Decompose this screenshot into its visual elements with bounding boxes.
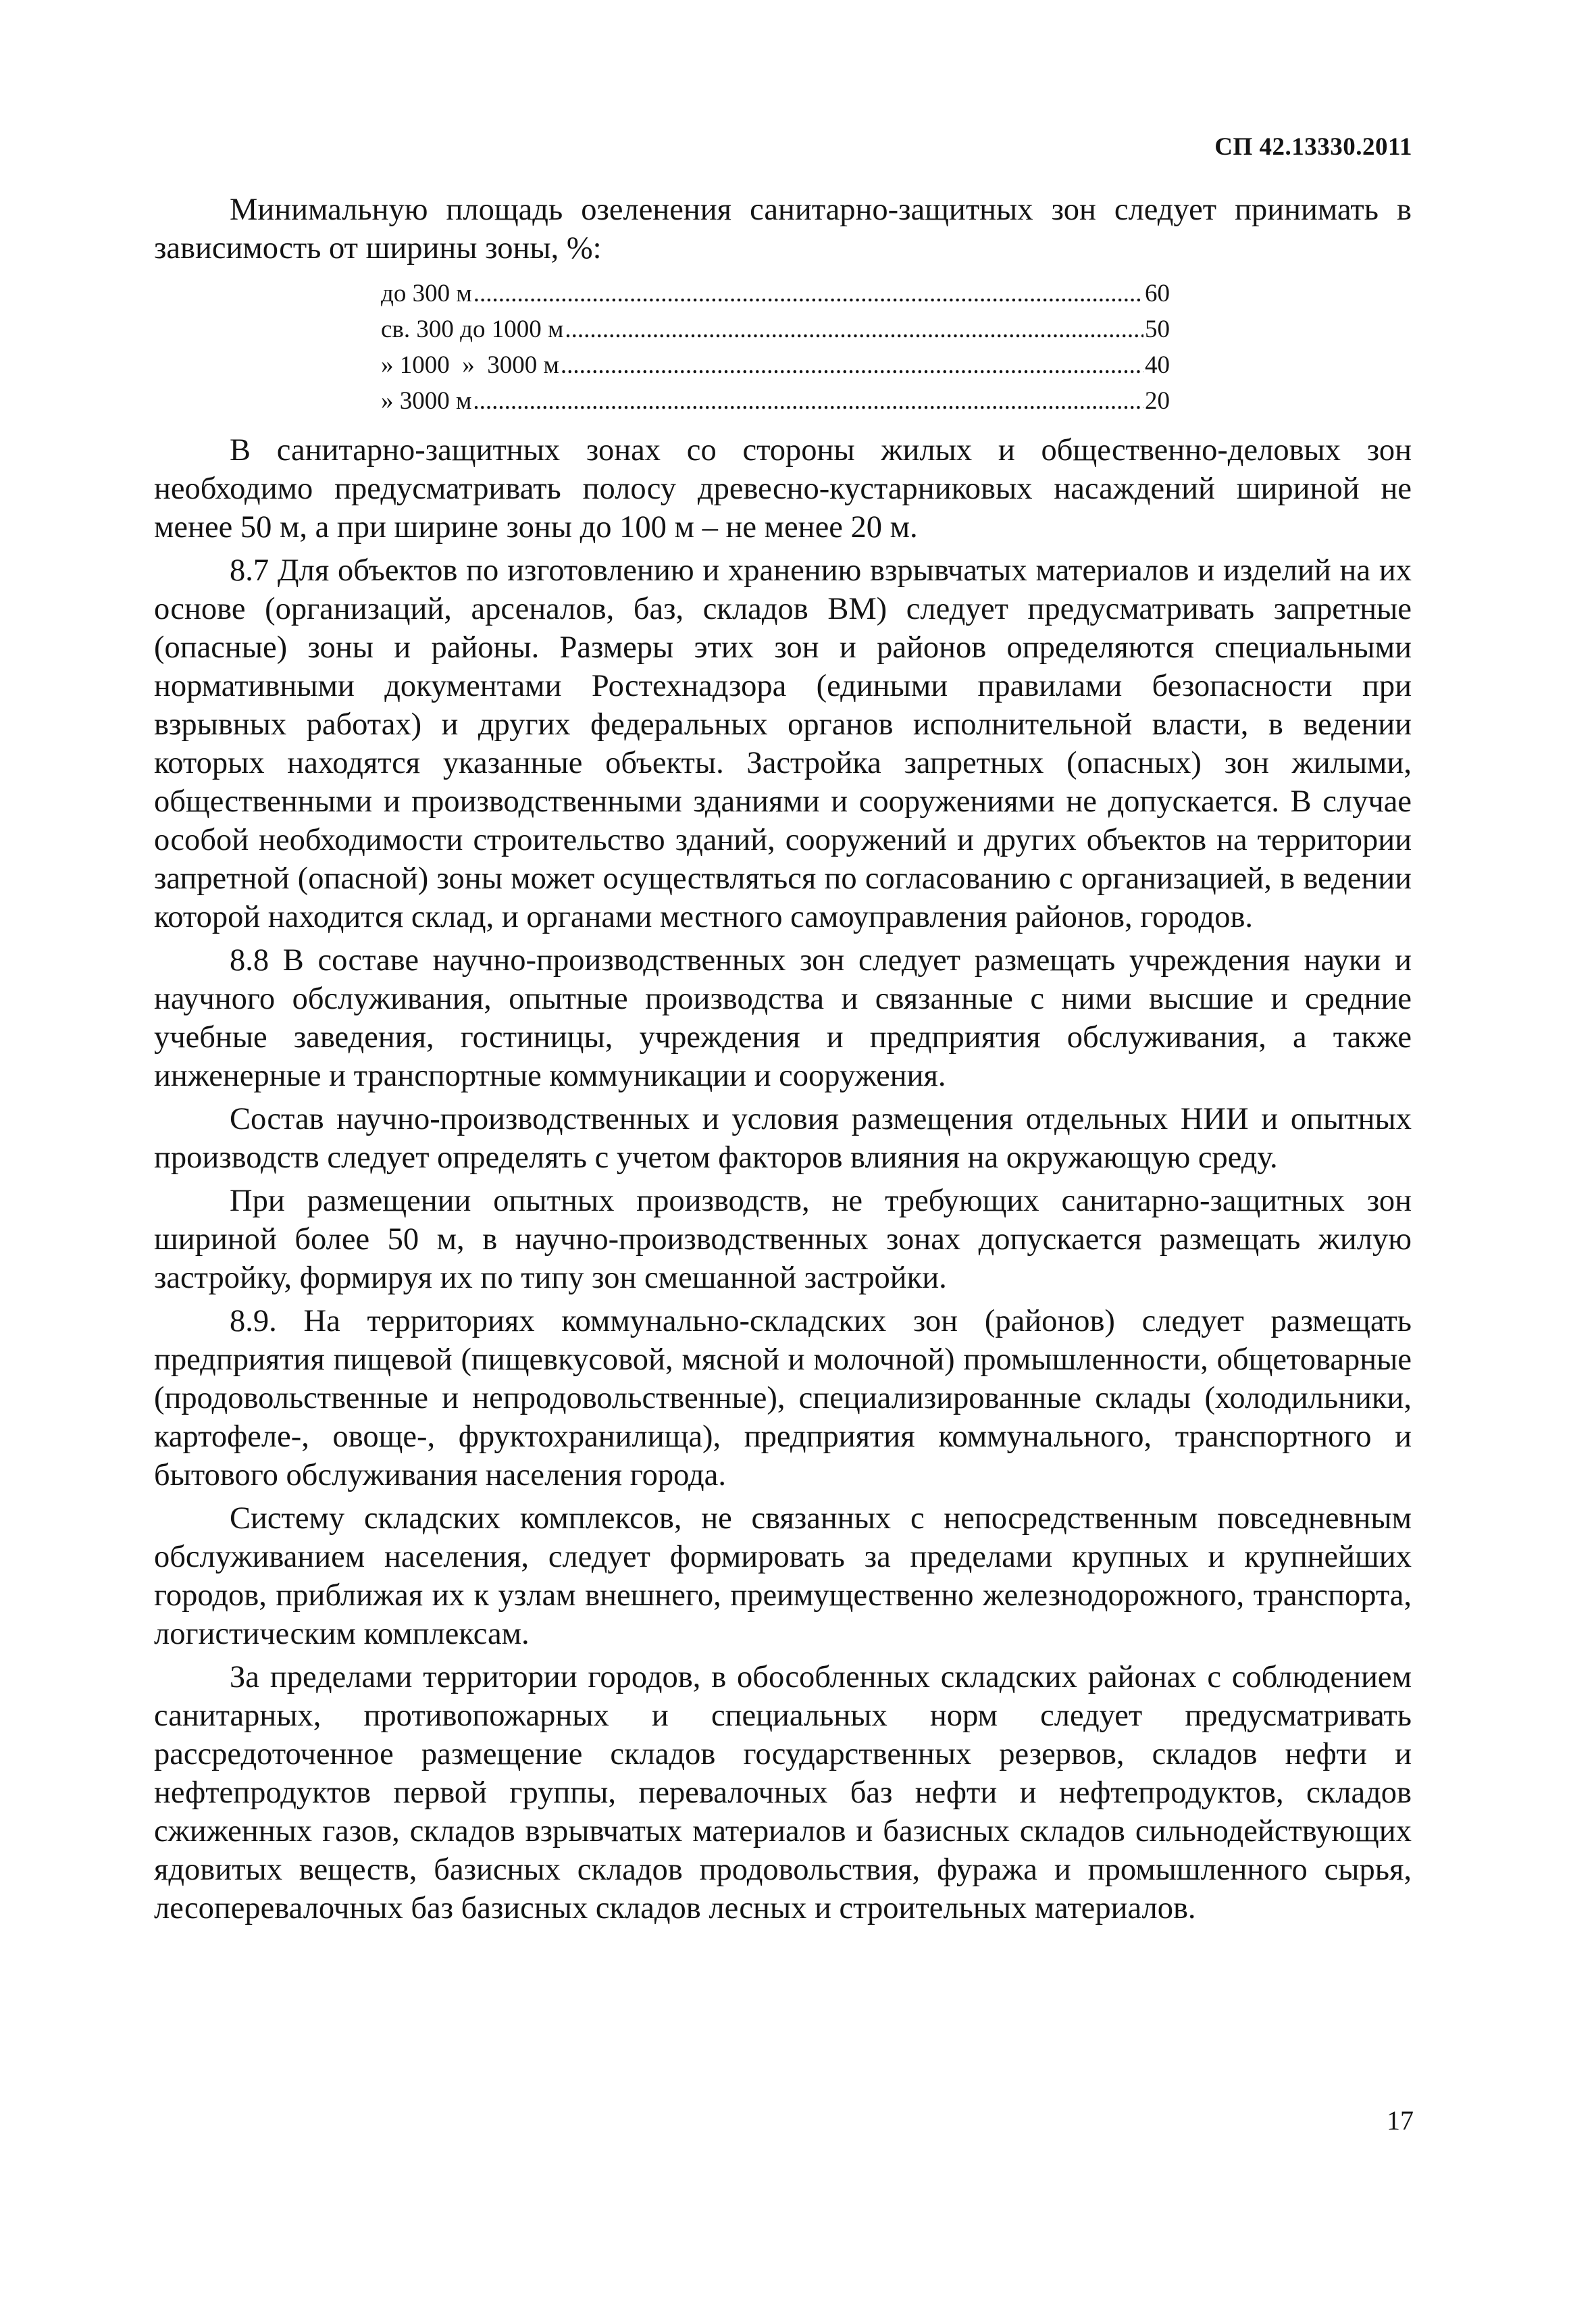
dot-leader	[473, 383, 1143, 419]
paragraph-8-9: 8.9. На территориях коммунально-складских зон (районов) следует размещать предприятия пищевой (пищевкусовой, мясной и молочной) промышленности, общетоварные (продовольственные и непродовольственные), специализированные склады (холодильники, картофеле-, овоще-, фруктохранилища), предприятия коммунального, транспортного и бытового обслуживания населения города.	[154, 1304, 1412, 1492]
greening-percent: 50	[1145, 316, 1170, 343]
zone-width-label: » 3000 м	[381, 387, 472, 415]
zone-width-label: до 300 м	[381, 280, 472, 307]
zone-width-label: св. 300 до 1000 м	[381, 316, 564, 343]
document-code: СП 42.13330.2011	[1214, 133, 1412, 161]
greening-percent: 40	[1145, 351, 1170, 379]
list-item	[381, 311, 1170, 347]
body-text	[154, 191, 1412, 1932]
zone-width-label: » 1000 » 3000 м	[381, 351, 559, 379]
paragraph-pilot-production: При размещении опытных производств, не требующих санитарно-защитных зон шириной более 50 м, в научно-производственных зонах допускается размещать жилую застройку, формируя их по типу зон смешанной застройки.	[154, 1184, 1412, 1295]
page-number: 17	[1387, 2105, 1414, 2136]
paragraph-outside-city-warehouses: За пределами территории городов, в обособленных складских районах с соблюдением санитарных, противопожарных и специальных норм следует предусматривать рассредоточенное размещение складов государственных резервов, складов нефти и нефтепродуктов первой группы, перевалочных баз нефти и нефтепродуктов, складов сжиженных газов, складов взрывчатых материалов и базисных складов сильнодействующих ядовитых веществ, базисных складов продовольствия, фуража и промышленного сырья, лесоперевалочных баз базисных складов лесных и строительных материалов.	[154, 1660, 1412, 1926]
paragraph-8-7: 8.7 Для объектов по изготовлению и хранению взрывчатых материалов и изделий на их основе (организаций, арсеналов, баз, складов ВМ) следует предусматривать запретные (опасные) зоны и районы. Размеры этих зон и районов определяются специальными нормативными документами Ростехнадзора (едиными правилами безопасности при взрывных работах) и других федеральных органов исполнительной власти, в ведении которых находятся указанные объекты. Застройка запретных (опасных) зон жилыми, общественными и производственными зданиями и сооружениями не допускается. В случае особой необходимости строительство зданий, сооружений и других объектов на территории запретной (опасной) зоны может осуществляться по согласованию с организацией, в ведении которой находится склад, и органами местного самоуправления районов, городов.	[154, 553, 1412, 934]
dot-leader	[561, 347, 1143, 383]
paragraph-8-8: 8.8 В составе научно-производственных зон следует размещать учреждения науки и научного обслуживания, опытные производства и связанные с ними высшие и средние учебные заведения, гостиницы, учреждения и предприятия обслуживания, а также инженерные и транспортные коммуникации и сооружения.	[154, 943, 1412, 1093]
paragraph-warehouse-complexes: Систему складских комплексов, не связанных с непосредственным повседневным обслуживанием населения, следует формировать за пределами крупных и крупнейших городов, приближая их к узлам внешнего, преимущественно железнодорожного, транспорта, логистическим комплексам.	[154, 1501, 1412, 1651]
list-item	[381, 383, 1170, 419]
paragraph-buffer-strip: В санитарно-защитных зонах со стороны жилых и общественно-деловых зон необходимо предусматривать полосу древесно-кустарниковых насаждений шириной не менее 50 м, а при ширине зоны до 100 м – не менее 20 м.	[154, 433, 1412, 545]
dot-leader	[565, 311, 1143, 347]
list-item	[381, 276, 1170, 311]
greening-percent: 60	[1145, 280, 1170, 307]
dot-leader	[473, 276, 1143, 311]
paragraph-greening-intro: Минимальную площадь озеленения санитарно-защитных зон следует принимать в зависимость от ширины зоны, %:	[154, 193, 1412, 266]
list-item	[381, 347, 1170, 383]
greening-ratio-list	[381, 276, 1170, 419]
paragraph-research-composition: Состав научно-производственных и условия размещения отдельных НИИ и опытных производств следует определять с учетом факторов влияния на окружающую среду.	[154, 1102, 1412, 1175]
greening-percent: 20	[1145, 387, 1170, 415]
